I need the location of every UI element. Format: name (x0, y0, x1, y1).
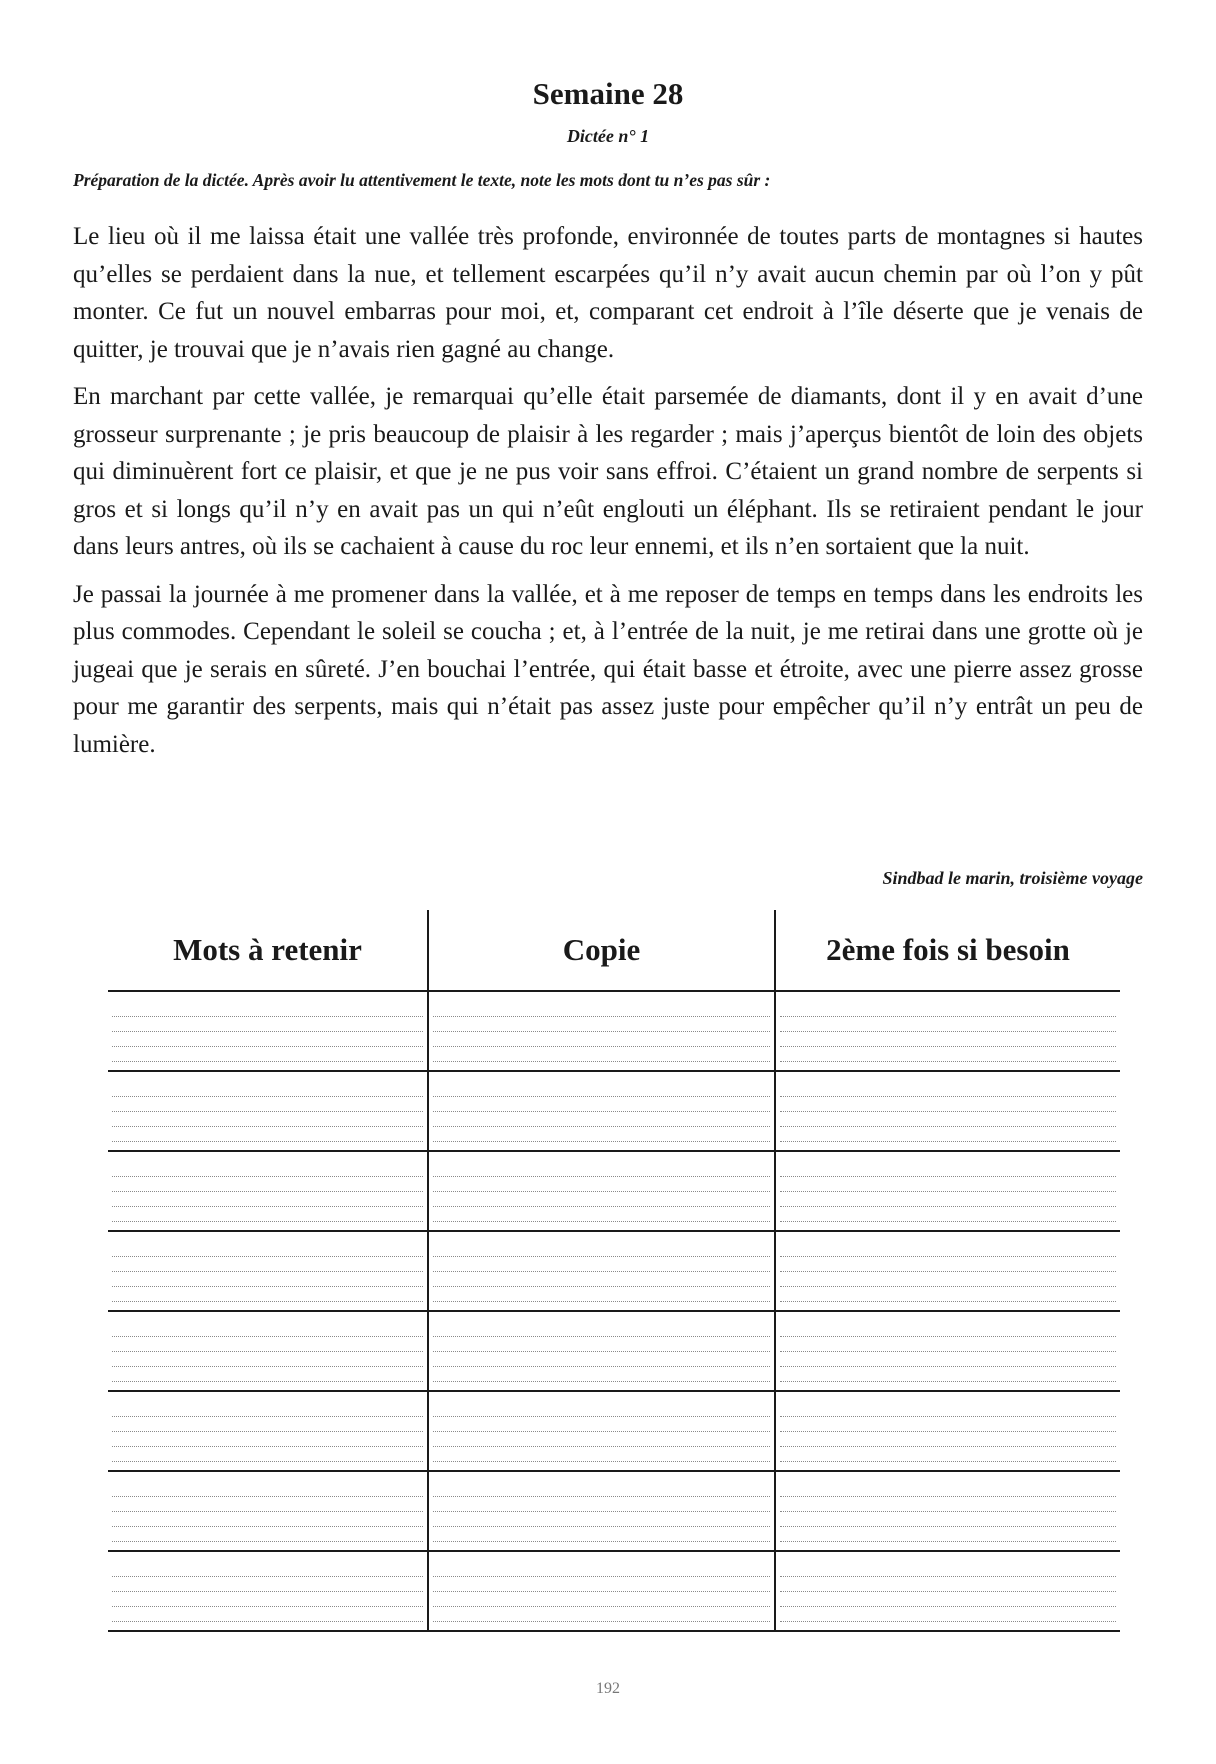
writing-line (112, 1207, 423, 1222)
writing-line (780, 1417, 1116, 1432)
writing-line (433, 1032, 770, 1047)
writing-line (780, 1527, 1116, 1542)
writing-line (112, 1097, 423, 1112)
words-cell[interactable] (108, 1552, 429, 1630)
writing-line (112, 1432, 423, 1447)
writing-line (780, 1257, 1116, 1272)
writing-line (112, 1047, 423, 1062)
writing-line (780, 1112, 1116, 1127)
writing-line (780, 1082, 1116, 1097)
writing-line (112, 1482, 423, 1497)
second-time-cell[interactable] (776, 992, 1120, 1070)
writing-line (433, 1607, 770, 1622)
writing-line (780, 1352, 1116, 1367)
table-row (108, 1392, 1120, 1472)
words-cell[interactable] (108, 1392, 429, 1470)
words-cell[interactable] (108, 1072, 429, 1150)
writing-line (780, 1402, 1116, 1417)
second-time-cell[interactable] (776, 1232, 1120, 1310)
words-cell[interactable] (108, 1232, 429, 1310)
writing-line (112, 1112, 423, 1127)
writing-line (433, 1242, 770, 1257)
writing-line (112, 1577, 423, 1592)
copy-cell[interactable] (429, 1472, 776, 1550)
writing-line (780, 1447, 1116, 1462)
writing-line (780, 1432, 1116, 1447)
writing-line (112, 1367, 423, 1382)
writing-line (780, 1287, 1116, 1302)
writing-line (780, 1337, 1116, 1352)
writing-line (433, 1447, 770, 1462)
writing-line (433, 1017, 770, 1032)
paragraph: Le lieu où il me laissa était une vallée très profonde, environnée de toutes parts de montagnes si hautes qu’elles se perdaient dans la nue, et tellement escarpées qu’il n’y avait aucun chemin par où l’on y pût monter. Ce fut un nouvel embarras pour moi, et, comparant cet endroit à l’île déserte que je venais de quitter, je trouvai que je n’avais rien gagné au change. (73, 223, 1143, 363)
copy-cell[interactable] (429, 992, 776, 1070)
writing-line (433, 1112, 770, 1127)
words-table (108, 910, 1120, 1632)
writing-line (112, 1322, 423, 1337)
writing-line (112, 1192, 423, 1207)
writing-line (780, 1367, 1116, 1382)
writing-line (112, 1352, 423, 1367)
writing-line (112, 1287, 423, 1302)
table-row (108, 992, 1120, 1072)
paragraph: En marchant par cette vallée, je remarquai qu’elle était parsemée de diamants, dont il y en avait d’une grosseur surprenante ; je pris beaucoup de plaisir à les regarder ; mais j’aperçus bientôt de loin des objets qui diminuèrent fort ce plaisir, et que je ne pus voir sans effroi. C’étaient un grand nombre de serpents si gros et si longs qu’il n’y en avait pas un qui n’eût englouti un éléphant. Ils se retiraient pendant le jour dans leurs antres, où ils se cachaient à cause du roc leur ennemi, et ils n’en sortaient que la nuit. (73, 383, 1143, 560)
writing-line (780, 1002, 1116, 1017)
writing-line (433, 1512, 770, 1527)
writing-line (780, 1592, 1116, 1607)
writing-line (112, 1032, 423, 1047)
second-time-cell[interactable] (776, 1392, 1120, 1470)
writing-line (112, 1082, 423, 1097)
words-cell[interactable] (108, 1472, 429, 1550)
writing-line (433, 1177, 770, 1192)
writing-line (433, 1337, 770, 1352)
copy-cell[interactable] (429, 1232, 776, 1310)
second-time-cell[interactable] (776, 1552, 1120, 1630)
page-subtitle: Dictée n° 1 (566, 126, 650, 146)
writing-line (112, 1162, 423, 1177)
writing-line (433, 1352, 770, 1367)
writing-line (433, 1127, 770, 1142)
writing-line (433, 1417, 770, 1432)
writing-line (433, 1272, 770, 1287)
writing-line (780, 1127, 1116, 1142)
writing-line (780, 1192, 1116, 1207)
writing-line (433, 1562, 770, 1577)
writing-line (433, 1002, 770, 1017)
writing-line (112, 1337, 423, 1352)
writing-line (433, 1257, 770, 1272)
words-cell[interactable] (108, 992, 429, 1070)
writing-line (780, 1577, 1116, 1592)
table-row (108, 1552, 1120, 1632)
writing-line (112, 1257, 423, 1272)
writing-line (780, 1177, 1116, 1192)
writing-line (433, 1192, 770, 1207)
second-time-cell[interactable] (776, 1072, 1120, 1150)
dictation-text (73, 218, 1143, 773)
table-header (108, 910, 1120, 992)
words-cell[interactable] (108, 1152, 429, 1230)
column-header-words: Mots à retenir (108, 910, 429, 990)
table-row (108, 1472, 1120, 1552)
writing-line (433, 1082, 770, 1097)
column-header-copy: Copie (429, 910, 776, 990)
writing-line (780, 1607, 1116, 1622)
writing-line (112, 1512, 423, 1527)
writing-line (112, 1592, 423, 1607)
table-row (108, 1072, 1120, 1152)
writing-line (433, 1482, 770, 1497)
writing-line (112, 1417, 423, 1432)
words-cell[interactable] (108, 1312, 429, 1390)
writing-line (112, 1177, 423, 1192)
copy-cell[interactable] (429, 1552, 776, 1630)
writing-line (112, 1497, 423, 1512)
second-time-cell[interactable] (776, 1312, 1120, 1390)
column-header-second-time: 2ème fois si besoin (826, 932, 1070, 967)
copy-cell[interactable] (429, 1312, 776, 1390)
writing-line (112, 1607, 423, 1622)
writing-line (433, 1162, 770, 1177)
second-time-cell[interactable] (776, 1152, 1120, 1230)
writing-line (433, 1097, 770, 1112)
writing-line (433, 1367, 770, 1382)
writing-line (433, 1497, 770, 1512)
table-row (108, 1232, 1120, 1312)
writing-line (433, 1527, 770, 1542)
writing-line (112, 1002, 423, 1017)
writing-line (433, 1322, 770, 1337)
writing-line (780, 1017, 1116, 1032)
writing-line (112, 1017, 423, 1032)
writing-line (780, 1272, 1116, 1287)
writing-line (112, 1562, 423, 1577)
writing-line (433, 1402, 770, 1417)
copy-cell[interactable] (429, 1392, 776, 1470)
writing-line (112, 1402, 423, 1417)
writing-line (433, 1207, 770, 1222)
writing-line (780, 1562, 1116, 1577)
writing-line (433, 1592, 770, 1607)
writing-line (433, 1047, 770, 1062)
writing-line (780, 1497, 1116, 1512)
writing-line (433, 1577, 770, 1592)
writing-line (780, 1482, 1116, 1497)
page-number: 192 (596, 1680, 620, 1697)
writing-line (780, 1097, 1116, 1112)
writing-line (433, 1432, 770, 1447)
table-body (108, 992, 1120, 1632)
writing-line (433, 1287, 770, 1302)
writing-line (112, 1447, 423, 1462)
writing-line (780, 1242, 1116, 1257)
source-citation: Sindbad le marin, troisième voyage (882, 868, 1143, 888)
paragraph: Je passai la journée à me promener dans la vallée, et à me reposer de temps en temps dans les endroits les plus commodes. Cependant le soleil se coucha ; et, à l’entrée de la nuit, je me retirai dans une grotte où je jugeai que je serais en sûreté. J’en bouchai l’entrée, qui était basse et étroite, avec une pierre assez grosse pour me garantir des serpents, mais qui n’était pas assez juste pour empêcher qu’il n’y entrât un peu de lumière. (73, 580, 1143, 758)
writing-line (780, 1032, 1116, 1047)
writing-line (780, 1512, 1116, 1527)
writing-line (112, 1272, 423, 1287)
instruction-text: Préparation de la dictée. Après avoir lu attentivement le texte, note les mots dont tu n’es pas sûr : (73, 170, 771, 190)
copy-cell[interactable] (429, 1072, 776, 1150)
writing-line (112, 1242, 423, 1257)
second-time-cell[interactable] (776, 1472, 1120, 1550)
table-row (108, 1312, 1120, 1392)
copy-cell[interactable] (429, 1152, 776, 1230)
writing-line (112, 1527, 423, 1542)
writing-line (112, 1127, 423, 1142)
page-title: Semaine 28 (532, 76, 684, 111)
writing-line (780, 1162, 1116, 1177)
writing-line (780, 1207, 1116, 1222)
table-row (108, 1152, 1120, 1232)
writing-line (780, 1322, 1116, 1337)
writing-line (780, 1047, 1116, 1062)
